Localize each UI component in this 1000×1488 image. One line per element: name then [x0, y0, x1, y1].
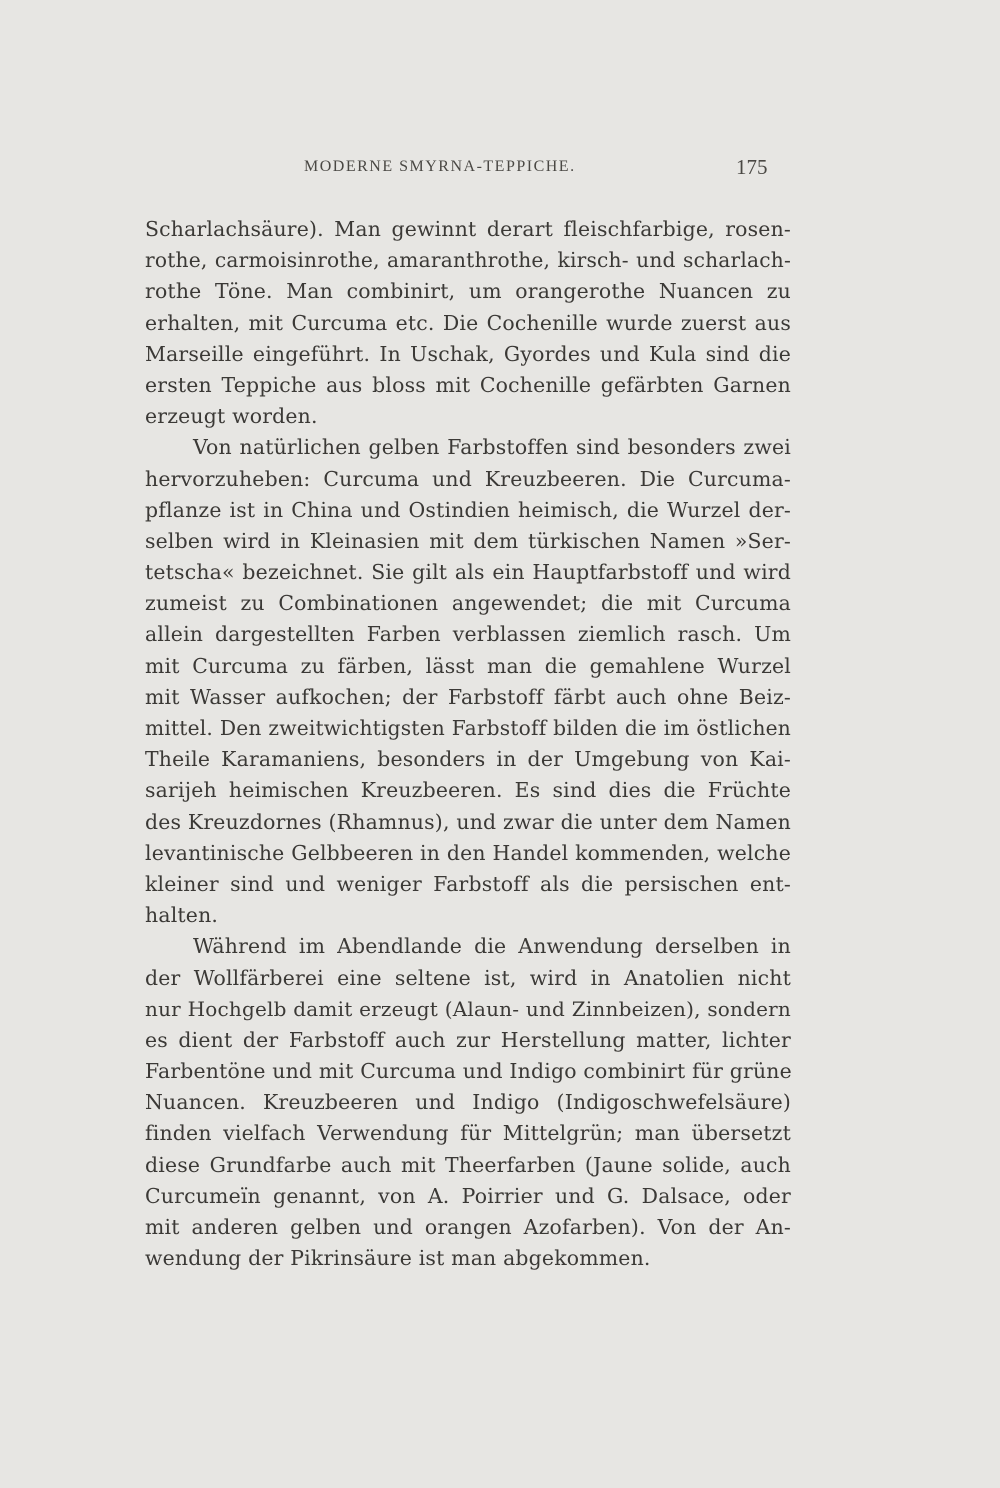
text-line: erzeugt worden. [145, 404, 318, 429]
text-line: Farbentöne und mit Curcuma und Indigo combinirt für grüne [145, 1059, 792, 1084]
text-line: mit Wasser aufkochen; der Farbstoff färbt auch ohne Beiz- [145, 684, 791, 709]
text-line: diese Grundfarbe auch mit Theerfarben (Jaune solide, auch [145, 1152, 791, 1177]
text-line: mittel. Den zweitwichtigsten Farbstoff bilden die im östlichen [145, 716, 791, 740]
text-line: tetscha« bezeichnet. Sie gilt als ein Hauptfarbstoff und wird [145, 560, 791, 585]
text-line: Theile Karamaniens, besonders in der Umgebung von Kai- [145, 747, 791, 772]
text-line: zumeist zu Combinationen angewendet; die mit Curcuma [145, 591, 791, 616]
text-line: Von natürlichen gelben Farbstoffen sind besonders zwei [193, 435, 791, 460]
text-line: Scharlachsäure). Man gewinnt derart fleischfarbige, rosen- [145, 217, 791, 241]
text-line: Nuancen. Kreuzbeeren und Indigo (Indigoschwefelsäure) [145, 1090, 791, 1115]
text-line: Curcumeïn genannt, von A. Poirrier und G. Dalsace, oder [145, 1183, 791, 1208]
text-line: selben wird in Kleinasien mit dem türkischen Namen »Ser- [145, 528, 791, 553]
text-line: allein dargestellten Farben verblassen ziemlich rasch. Um [145, 622, 791, 647]
text-line: pflanze ist in China und Ostindien heimisch, die Wurzel der- [145, 497, 791, 522]
text-line: hervorzuheben: Curcuma und Kreuzbeeren. Die Curcuma- [145, 466, 791, 491]
text-line: es dient der Farbstoff auch zur Herstellung matter, lichter [145, 1027, 791, 1052]
text-line: levantinische Gelbbeeren in den Handel kommenden, welche [145, 840, 791, 865]
paragraph [145, 931, 791, 1274]
text-line: Während im Abendlande die Anwendung derselben in [193, 934, 791, 959]
text-line: mit Curcuma zu färben, lässt man die gemahlene Wurzel [145, 653, 791, 678]
text-line: Marseille eingeführt. In Uschak, Gyordes und Kula sind die [145, 341, 791, 366]
paragraph [145, 214, 791, 432]
text-line: finden vielfach Verwendung für Mittelgrün; man übersetzt [145, 1121, 791, 1146]
text-line: ersten Teppiche aus bloss mit Cochenille gefärbten Garnen [145, 372, 791, 397]
text-line: wendung der Pikrinsäure ist man abgekommen. [145, 1246, 651, 1271]
paragraph [145, 432, 791, 931]
text-line: halten. [145, 903, 219, 928]
text-line: mit anderen gelben und orangen Azofarben). Von der An- [145, 1215, 791, 1239]
text-line: kleiner sind und weniger Farbstoff als die persischen ent- [145, 871, 791, 896]
text-line: erhalten, mit Curcuma etc. Die Cochenille wurde zuerst aus [145, 310, 791, 335]
text-line: nur Hochgelb damit erzeugt (Alaun- und Zinnbeizen), sondern [145, 996, 791, 1021]
text-line: der Wollfärberei eine seltene ist, wird in Anatolien nicht [145, 965, 791, 990]
running-head-title: MODERNE SMYRNA-TEPPICHE. [304, 158, 576, 175]
body-text [145, 214, 791, 1274]
text-line: rothe, carmoisinrothe, amaranthrothe, kirsch- und scharlach- [145, 248, 791, 273]
text-line: rothe Töne. Man combinirt, um orangerothe Nuancen zu [145, 279, 791, 304]
running-head [0, 155, 1000, 182]
page-number: 175 [736, 155, 768, 179]
text-line: des Kreuzdornes (Rhamnus), und zwar die unter dem Namen [145, 809, 791, 834]
text-line: sarijeh heimischen Kreuzbeeren. Es sind dies die Früchte [145, 778, 791, 803]
